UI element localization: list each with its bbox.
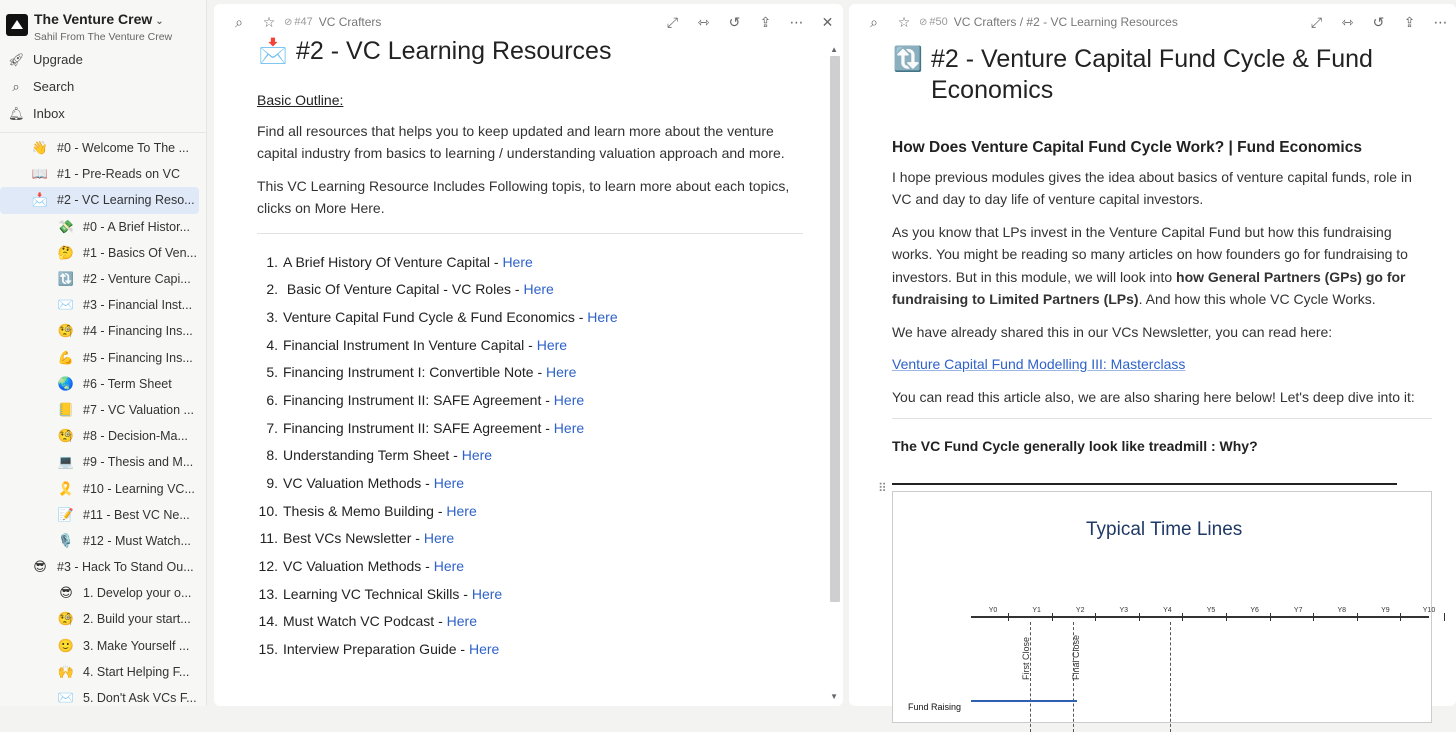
page-emoji-icon: 🌏 — [57, 375, 75, 391]
image-top-rule — [892, 483, 1397, 485]
sidebar-page-item[interactable] — [0, 187, 199, 213]
final-close-label: Final Close — [1071, 634, 1081, 680]
timeline-image — [878, 480, 1436, 723]
here-link[interactable]: Here — [553, 419, 585, 436]
page-label: #10 - Learning VC... — [83, 481, 195, 496]
left-page-pane — [214, 4, 843, 706]
timeline-tick-label: Y5 — [1206, 606, 1216, 614]
list-number: 1. — [266, 253, 278, 270]
timeline-tick — [1052, 613, 1053, 621]
resource-title: Venture Capital Fund Cycle & Fund Economics — [283, 308, 575, 325]
image-frame — [892, 491, 1436, 723]
search-icon[interactable]: ⌕ — [235, 13, 243, 30]
page-emoji-icon: 🧐 — [57, 323, 75, 339]
page-title — [849, 44, 1456, 106]
text-run: . And how this whole VC Cycle Works. — [1138, 291, 1376, 307]
star-icon[interactable]: ☆ — [897, 13, 911, 30]
separator: - — [541, 419, 554, 436]
fund-raising-label: Fund Raising — [908, 701, 962, 712]
list-number: 8. — [266, 447, 278, 464]
bell-icon: 🔔︎ — [8, 105, 25, 121]
resource-title: Financing Instrument I: Convertible Note — [283, 364, 534, 381]
scrollbar-thumb[interactable] — [830, 56, 840, 602]
page-emoji-icon: 📝 — [57, 506, 75, 522]
separator: - — [459, 585, 472, 602]
list-number: 4. — [266, 336, 278, 353]
share-icon[interactable]: ⇪ — [759, 13, 772, 30]
here-link[interactable]: Here — [553, 391, 585, 408]
timeline-tick — [1313, 613, 1314, 621]
nav-search[interactable] — [0, 73, 206, 100]
page-label: #9 - Thesis and M... — [83, 455, 194, 470]
breadcrumb[interactable]: VC Crafters / #2 - VC Learning Resources — [953, 15, 1178, 29]
timeline-tick — [1357, 613, 1358, 621]
timeline-tick — [1182, 613, 1183, 621]
resource-title: Financing Instrument II: SAFE Agreement — [283, 391, 542, 408]
timeline-tick-label: Y1 — [1032, 606, 1041, 614]
page-label: #7 - VC Valuation ... — [83, 402, 194, 417]
here-link[interactable]: Here — [546, 364, 577, 381]
resource-item — [257, 415, 803, 443]
page-emoji-icon: 🙌 — [57, 663, 75, 679]
nav-label: Search — [33, 79, 75, 94]
subheading: The VC Fund Cycle generally look like treadmill : Why? — [892, 438, 1258, 454]
page-label: #3 - Financial Inst... — [83, 298, 193, 313]
here-link[interactable]: Here — [469, 641, 500, 658]
timeline-tick-label: Y7 — [1293, 606, 1303, 614]
here-link[interactable]: Here — [433, 558, 465, 575]
here-link[interactable]: Here — [587, 308, 618, 325]
separator: - — [533, 364, 547, 381]
sidebar-page-item[interactable] — [0, 554, 199, 580]
list-number: 11. — [259, 530, 278, 547]
here-link[interactable]: Here — [502, 253, 533, 270]
right-page-pane — [849, 4, 1456, 712]
page-emoji-icon: 📒 — [57, 401, 75, 417]
intro-paragraph: Find all resources that helps you to keep updated and learn more about the venture capital industry from basics to learning / understanding valuation approach and more. — [257, 122, 785, 161]
separator: - — [511, 281, 524, 298]
sidebar-page-item[interactable] — [0, 397, 199, 423]
timeline-tick — [1095, 613, 1096, 621]
resource-title: Thesis & Memo Building — [283, 502, 434, 519]
nav-label: Upgrade — [33, 52, 83, 67]
section-heading: How Does Venture Capital Fund Cycle Work? | Fund Economics — [892, 139, 1362, 156]
page-number: ⊘ #50 — [919, 16, 948, 28]
timeline-tick-label: Y10 — [1422, 606, 1436, 614]
list-number: 13. — [258, 585, 278, 602]
newsletter-link[interactable]: Venture Capital Fund Modelling III: Masterclass — [892, 356, 1186, 372]
nav-inbox[interactable] — [0, 100, 206, 127]
resource-title: Financing Instrument II: SAFE Agreement — [283, 419, 542, 436]
page-emoji-icon: 😎 — [33, 559, 47, 575]
sidebar-page-item[interactable] — [0, 528, 199, 554]
workspace-switcher[interactable] — [0, 0, 206, 46]
sidebar-page-item[interactable] — [0, 659, 199, 685]
page-emoji-icon: 💸 — [57, 218, 75, 234]
search-icon[interactable]: ⌕ — [870, 13, 878, 30]
resource-item — [257, 470, 803, 498]
here-link[interactable]: Here — [446, 613, 478, 630]
paragraph: I hope previous modules gives the idea about basics of venture capital funds, role in VC and day to day life of venture capital investors. — [892, 168, 1412, 207]
sidebar-page-item[interactable] — [0, 345, 199, 371]
resource-item — [257, 581, 803, 609]
page-label: #1 - Basics Of Ven... — [83, 245, 197, 260]
page-label: #3 - Hack To Stand Ou... — [57, 560, 194, 575]
sidebar-page-item[interactable] — [0, 292, 199, 318]
page-emoji-icon: 💻 — [57, 454, 75, 470]
text-run: As you know that LPs invest in the Venture Capital Fund but how this fundraising works. You might be reading so many articles on how founders go for fundraising to investors. But in this module, we will look into — [892, 223, 1408, 285]
divider — [892, 418, 1432, 419]
timeline-tick — [1139, 613, 1140, 621]
separator: - — [574, 308, 588, 325]
drag-handle-icon[interactable]: ⠿ — [878, 480, 887, 495]
resource-title: VC Valuation Methods — [283, 558, 422, 575]
separator: - — [489, 253, 503, 270]
page-label: 4. Start Helping F... — [83, 664, 190, 679]
page-emoji-icon: ✉️ — [57, 690, 75, 706]
y4-line — [1170, 622, 1171, 732]
page-emoji-icon: 🔃 — [57, 271, 75, 287]
sidebar-page-item[interactable] — [0, 423, 199, 449]
resource-item — [257, 442, 803, 470]
full-width-icon[interactable]: ⇿ — [697, 13, 710, 30]
list-number: 14. — [258, 613, 278, 630]
share-icon[interactable]: ⇪ — [1403, 13, 1416, 30]
outline-heading: Basic Outline: — [257, 92, 344, 108]
workspace-subtitle: Sahil From The Venture Crew — [34, 31, 173, 43]
expand-icon[interactable]: ⤢ — [1310, 13, 1323, 30]
bold-text: how General Partners (GPs) go for fundraising to Limited Partners (LPs) — [892, 268, 1406, 307]
list-number: 15. — [258, 641, 278, 658]
page-label: 1. Develop your o... — [83, 586, 192, 601]
page-label: #8 - Decision-Ma... — [83, 429, 188, 444]
page-emoji-icon: 🎗️ — [57, 480, 75, 496]
resource-list — [257, 249, 803, 664]
pane-toolbar — [214, 4, 843, 40]
separator: - — [541, 391, 554, 408]
workspace-logo — [6, 14, 28, 36]
expand-icon[interactable]: ⤢ — [666, 13, 679, 30]
resource-item — [257, 304, 803, 332]
list-number: 5. — [266, 364, 278, 381]
divider — [257, 233, 803, 234]
timeline-tick — [1226, 613, 1227, 621]
list-number: 9. — [266, 475, 278, 491]
chevron-down-icon: ⌄ — [155, 16, 164, 27]
resource-item — [257, 332, 803, 360]
resource-title: Interview Preparation Guide — [283, 641, 457, 658]
resource-item — [257, 249, 803, 277]
list-number: 2. — [266, 281, 278, 298]
full-width-icon[interactable]: ⇿ — [1341, 13, 1354, 30]
resource-item — [257, 525, 803, 553]
page-emoji-icon: 📩 — [31, 192, 49, 208]
sidebar-page-item[interactable] — [0, 580, 199, 606]
separator: - — [421, 475, 434, 491]
page-emoji-icon: 💪 — [57, 349, 75, 365]
resource-item — [257, 636, 803, 664]
page-emoji-icon: 🧐 — [57, 428, 75, 444]
page-tree — [0, 133, 206, 711]
sidebar-page-item[interactable] — [0, 371, 199, 397]
sidebar — [0, 0, 207, 706]
resource-item — [257, 387, 803, 415]
page-emoji-icon: 👋 — [31, 140, 49, 156]
list-number: 7. — [266, 419, 278, 436]
page-title-text: #2 - VC Learning Resources — [296, 37, 612, 65]
page-title-text: #2 - Venture Capital Fund Cycle & Fund Economics — [931, 45, 1373, 104]
timeline-tick — [1008, 613, 1009, 621]
resource-title: A Brief History Of Venture Capital — [283, 253, 490, 270]
rocket-icon: 🚀︎ — [8, 51, 25, 67]
timeline-tick-label: Y6 — [1250, 606, 1259, 614]
page-label: #11 - Best VC Ne... — [83, 507, 190, 522]
paragraph: You can read this article also, we are also sharing here below! Let's deep dive into it: — [892, 388, 1415, 405]
here-link[interactable]: Here — [433, 475, 465, 491]
search-icon: ⌕ — [12, 78, 20, 94]
separator: - — [456, 641, 469, 658]
page-label: #6 - Term Sheet — [83, 376, 172, 391]
timeline-tick-label: Y2 — [1075, 606, 1085, 614]
separator: - — [449, 447, 462, 464]
page-label: 3. Make Yourself ... — [83, 638, 190, 653]
timeline-tick-label: Y3 — [1119, 606, 1129, 614]
page-label: #0 - Welcome To The ... — [57, 141, 190, 156]
page-number: ⊘ #47 — [284, 16, 313, 28]
breadcrumb[interactable]: VC Crafters — [318, 15, 382, 29]
resource-title: Basic Of Venture Capital - VC Roles — [283, 281, 511, 298]
page-label: #0 - A Brief Histor... — [83, 219, 190, 234]
separator: - — [421, 558, 434, 575]
timeline-tick-label: Y8 — [1337, 606, 1347, 614]
separator: - — [434, 613, 447, 630]
sidebar-page-item[interactable] — [0, 449, 199, 475]
page-emoji-icon: ✉️ — [57, 297, 75, 313]
here-link[interactable]: Here — [423, 530, 455, 547]
cycle-arrows-icon: 🔃 — [893, 46, 923, 73]
list-number: 12. — [258, 558, 278, 575]
sidebar-page-item[interactable] — [0, 214, 199, 240]
resource-title: VC Valuation Methods — [283, 475, 422, 491]
timeline-tick-label: Y9 — [1381, 606, 1390, 614]
resource-title: Understanding Term Sheet — [283, 447, 450, 464]
here-link[interactable]: Here — [446, 502, 477, 519]
first-close-label: First Close — [1021, 636, 1031, 680]
more-icon[interactable]: ⋯ — [789, 13, 804, 30]
resource-item — [257, 608, 803, 636]
page-label: #12 - Must Watch... — [83, 533, 191, 548]
sidebar-page-item[interactable] — [0, 633, 199, 659]
resource-title: Must Watch VC Podcast — [283, 613, 435, 630]
resource-title: Learning VC Technical Skills — [283, 585, 460, 602]
separator: - — [524, 336, 537, 353]
resource-item — [257, 276, 803, 304]
separator: - — [411, 530, 424, 547]
page-label: #4 - Financing Ins... — [83, 324, 193, 339]
page-emoji-icon: 🎙️ — [57, 532, 75, 548]
fund-raising-arrow — [971, 700, 1077, 702]
history-icon[interactable]: ↺ — [728, 13, 741, 30]
resource-item — [257, 359, 803, 387]
envelope-icon: 📩 — [258, 38, 288, 65]
list-number: 6. — [266, 391, 278, 408]
sidebar-page-item[interactable] — [0, 318, 199, 344]
star-icon[interactable]: ☆ — [262, 13, 276, 30]
separator: - — [433, 502, 447, 519]
chart-title: Typical Time Lines — [1086, 518, 1243, 540]
here-link[interactable]: Here — [523, 281, 554, 298]
resource-item — [257, 498, 803, 526]
page-label: #2 - Venture Capi... — [83, 272, 191, 287]
here-link[interactable]: Here — [536, 336, 568, 353]
timeline-tick — [1444, 613, 1445, 621]
scroll-down-icon[interactable]: ▼ — [830, 692, 838, 701]
workspace-name: The Venture Crew — [34, 11, 153, 27]
list-number: 3. — [266, 308, 278, 325]
page-emoji-icon: 📖 — [31, 166, 49, 182]
pane-toolbar — [849, 4, 1456, 40]
resource-item — [257, 553, 803, 581]
close-icon[interactable]: ✕ — [821, 13, 834, 30]
nav-label: Inbox — [33, 106, 65, 121]
history-icon[interactable]: ↺ — [1372, 13, 1385, 30]
page-label: #5 - Financing Ins... — [83, 350, 193, 365]
page-emoji-icon: 🤔 — [57, 244, 75, 260]
resource-title: Financial Instrument In Venture Capital — [283, 336, 525, 353]
sidebar-page-item[interactable] — [0, 606, 199, 632]
topics-paragraph: This VC Learning Resource Includes Following topis, to learn more about each topics, clicks on More Here. — [257, 177, 790, 216]
here-link[interactable]: Here — [461, 447, 493, 464]
sidebar-page-item[interactable] — [0, 502, 199, 528]
timeline-tick — [1400, 613, 1401, 621]
timeline-tick-label: Y4 — [1163, 606, 1172, 614]
page-label: 2. Build your start... — [83, 612, 191, 627]
page-emoji-icon: 🙂 — [57, 637, 75, 653]
timeline-tick — [1270, 613, 1271, 621]
resource-title: Best VCs Newsletter — [283, 530, 412, 547]
nav-upgrade[interactable] — [0, 46, 206, 73]
scroll-up-icon[interactable]: ▲ — [830, 45, 838, 54]
here-link[interactable]: Here — [471, 585, 503, 602]
paragraph — [892, 221, 1432, 311]
page-label: #2 - VC Learning Reso... — [57, 193, 195, 208]
sidebar-page-item[interactable] — [0, 240, 199, 266]
page-title — [214, 36, 843, 67]
paragraph: We have already shared this in our VCs Newsletter, you can read here: — [892, 323, 1333, 340]
timeline-tick-label: Y0 — [988, 606, 998, 614]
sidebar-page-item[interactable] — [0, 685, 199, 711]
page-label: #1 - Pre-Reads on VC — [57, 167, 180, 182]
more-icon[interactable]: ⋯ — [1433, 13, 1448, 30]
sidebar-page-item[interactable] — [0, 135, 199, 161]
list-number: 10. — [258, 502, 278, 519]
sidebar-page-item[interactable] — [0, 161, 199, 187]
sidebar-page-item[interactable] — [0, 475, 199, 501]
sidebar-page-item[interactable] — [0, 266, 199, 292]
page-emoji-icon: 🧐 — [57, 611, 75, 627]
page-emoji-icon: 😎 — [59, 585, 73, 601]
page-label: 5. Don't Ask VCs F... — [83, 691, 197, 706]
